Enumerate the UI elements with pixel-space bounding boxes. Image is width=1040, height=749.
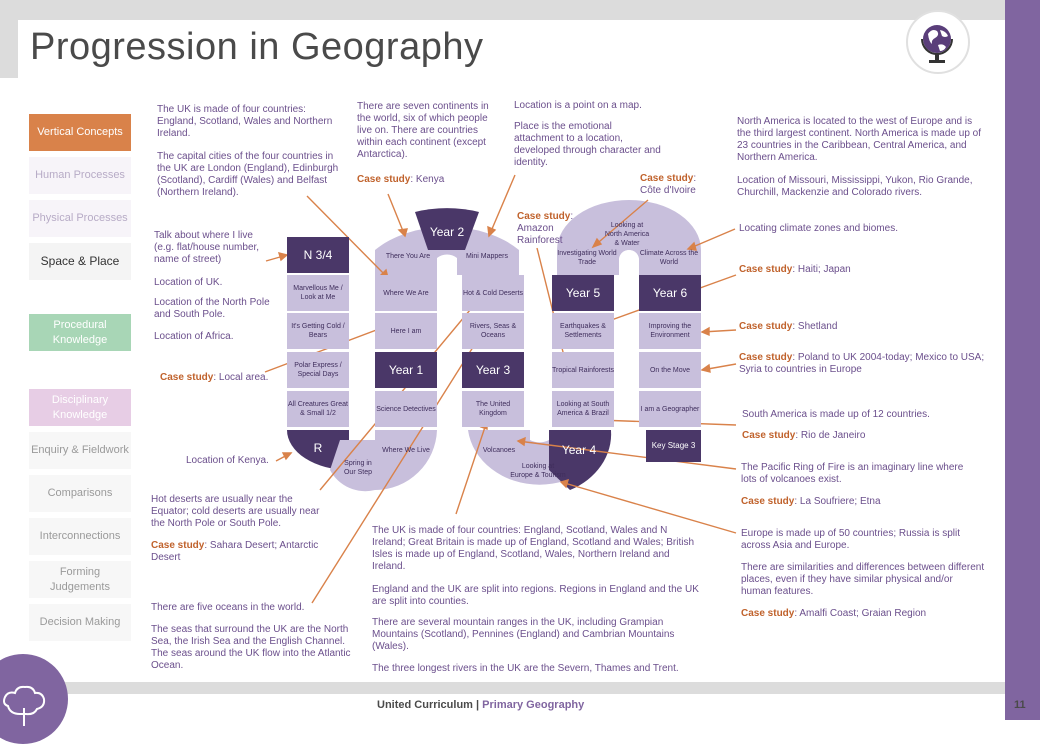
tile-spring-in-our-step: Spring in Our Step xyxy=(343,460,372,476)
sidebar-item-enquiry-fieldwork[interactable]: Enquiry & Fieldwork xyxy=(29,432,131,469)
sidebar-item-disciplinary-knowledge[interactable]: Disciplinary Knowledge xyxy=(29,389,131,426)
note-continents-case xyxy=(357,174,497,186)
tile-north-america: Looking at North America & Water xyxy=(604,221,650,247)
tile-on-the-move: On the Move xyxy=(639,352,701,388)
case-study-label: Case study xyxy=(160,372,214,383)
case-study-label: Case study xyxy=(742,430,796,441)
case-study-text: : Rio de Janeiro xyxy=(795,430,866,441)
note-north-america: North America is located to the west of Europe and is the third largest continent. North America is made up of 23 countries in the Caribbean, Central America, and Northern America. xyxy=(737,116,982,163)
bottom-bar xyxy=(0,682,1005,694)
tile-reception: R xyxy=(313,440,323,455)
sidebar-item-forming-judgements[interactable]: Forming Judgements xyxy=(29,561,131,598)
note-rio-case xyxy=(742,430,992,442)
note-south-america: South America is made up of 12 countries. xyxy=(742,409,930,420)
tile-here-i-am: Here I am xyxy=(375,313,437,349)
case-study-text: : Shetland xyxy=(792,321,838,332)
tile-united-kingdom: The United Kingdom xyxy=(462,391,524,427)
note-cote-case xyxy=(640,173,710,197)
case-study-label: Case study xyxy=(741,496,795,507)
tile-europe-tourism: Looking at Europe & Tourism xyxy=(510,463,566,479)
case-study-text: : Amalfi Coast; Graian Region xyxy=(794,608,927,619)
note-place-emotional: Place is the emotional attachment to a location, developed through character and identity. xyxy=(514,121,661,168)
tile-all-creatures: All Creatures Great & Small 1/2 xyxy=(287,391,349,427)
note-amalfi-case xyxy=(741,608,986,620)
case-study-text: : Côte d'Ivoire xyxy=(640,173,697,196)
tile-getting-cold: It's Getting Cold / Bears xyxy=(287,313,349,349)
note-north-pole: Location of the North Pole and South Pole. xyxy=(154,297,270,320)
footer-brand: United Curriculum xyxy=(377,699,473,711)
note-oceans: There are five oceans in the world. xyxy=(151,602,305,613)
tree-logo-icon xyxy=(0,654,68,744)
note-missouri: Location of Missouri, Mississippi, Yukon, Rio Grande, Churchill, Mackenzie and Colorado rivers. xyxy=(737,175,973,198)
note-mountains: There are several mountain ranges in the UK, including Grampian Mountains (Scotland), Pennines (England) and Cambrian Mountains (Wales). xyxy=(372,617,675,652)
case-study-label: Case study xyxy=(151,540,205,551)
note-deserts: Hot deserts are usually near the Equator; cold deserts are usually near the North Pole or South Pole. xyxy=(151,494,320,529)
tile-year2: Year 2 xyxy=(429,224,465,239)
note-uk-countries: The UK is made of four countries: England, Scotland, Wales and Northern Ireland. xyxy=(157,104,333,139)
sidebar-item-vertical-concepts[interactable]: Vertical Concepts xyxy=(29,114,131,151)
tile-year3: Year 3 xyxy=(462,352,524,388)
case-study-label: Case study xyxy=(517,211,571,222)
tile-improving-environment: Improving the Environment xyxy=(639,313,701,349)
case-study-text: : Kenya xyxy=(410,174,445,185)
page-title: Progression in Geography xyxy=(30,26,484,68)
footer-label xyxy=(377,699,584,711)
case-study-text: : Local area. xyxy=(213,372,269,383)
tile-world-trade: Investigating World Trade xyxy=(557,250,617,266)
tile-marvellous-me: Marvellous Me / Look at Me xyxy=(287,275,349,311)
note-haiti-case xyxy=(739,264,989,276)
tile-key-stage-3: Key Stage 3 xyxy=(646,430,701,462)
case-study-label: Case study xyxy=(739,352,793,363)
tile-mini-mappers: Mini Mappers xyxy=(465,252,508,260)
case-study-label: Case study xyxy=(741,608,795,619)
case-study-label: Case study xyxy=(357,174,411,185)
note-rivers: The three longest rivers in the UK are the Severn, Thames and Trent. xyxy=(372,663,679,674)
tile-year1: Year 1 xyxy=(375,352,437,388)
note-location-point: Location is a point on a map. xyxy=(514,100,642,111)
note-sahara-case xyxy=(151,540,321,564)
tile-n34: N 3/4 xyxy=(287,237,349,273)
tile-where-we-live: Where We Live xyxy=(382,446,430,454)
tile-geographer: I am a Geographer xyxy=(639,391,701,427)
note-africa: Location of Africa. xyxy=(154,331,234,342)
note-local-case xyxy=(160,372,280,384)
case-study-label: Case study xyxy=(640,173,694,184)
note-similarities: There are similarities and differences between different places, even if they have similar physical and/or human features. xyxy=(741,562,985,597)
note-talk-about: Talk about where I live (e.g. flat/house number, name of street) xyxy=(154,230,260,265)
tile-climate: Climate Across the World xyxy=(639,250,699,266)
tile-where-we-are: Where We Are xyxy=(375,275,437,311)
note-climate-zones: Locating climate zones and biomes. xyxy=(739,223,898,234)
case-study-text: : Amazon Rainforest xyxy=(517,211,574,246)
note-shetland-case xyxy=(739,321,989,333)
note-uk-capitals: The capital cities of the four countries in the UK are London (England), Edinburgh (Scotland), Cardiff (Wales) and Belfast (Northern Ireland). xyxy=(157,151,339,198)
tile-year4: Year 4 xyxy=(561,442,597,457)
tile-polar-express: Polar Express / Special Days xyxy=(287,352,349,388)
sidebar-item-decision-making[interactable]: Decision Making xyxy=(29,604,131,641)
note-ring-of-fire: The Pacific Ring of Fire is an imaginary line where lots of volcanoes exist. xyxy=(741,462,964,485)
case-study-label: Case study xyxy=(739,264,793,275)
note-uk-gb: The UK is made of four countries: England, Scotland, Wales and N Ireland; Great Britain is made up of England, Scotland and Wales; British Isles is made up of England, Scotland, Wales, Northern Ireland and Ireland. xyxy=(372,525,695,572)
tile-year6: Year 6 xyxy=(639,275,701,311)
tile-tropical-rainforests: Tropical Rainforests xyxy=(552,352,614,388)
note-europe: Europe is made up of 50 countries; Russia is split across Asia and Europe. xyxy=(741,528,960,551)
tile-volcanoes: Volcanoes xyxy=(482,446,516,454)
footer-separator: | xyxy=(476,699,480,711)
tile-south-america: Looking at South America & Brazil xyxy=(552,391,614,427)
note-location-uk: Location of UK. xyxy=(154,277,223,288)
note-amazon-case xyxy=(517,211,577,247)
case-study-text: : Poland to UK 2004-today; Mexico to USA; Syria to countries in Europe xyxy=(739,352,985,375)
tile-there-you-are: There You Are xyxy=(385,252,431,260)
note-seas: The seas that surround the UK are the North Sea, the Irish Sea and the English Channel. The seas around the UK flow into the Atlantic Ocean. xyxy=(151,624,351,671)
case-study-text: : Sahara Desert; Antarctic Desert xyxy=(151,540,319,563)
note-continents: There are seven continents in the world, six of which people live on. There are countries within each continent (except Antarctica). xyxy=(357,101,489,160)
tile-earthquakes: Earthquakes & Settlements xyxy=(552,313,614,349)
case-study-text: : La Soufriere; Etna xyxy=(794,496,881,507)
sidebar-item-interconnections[interactable]: Interconnections xyxy=(29,518,131,555)
page-number: 11 xyxy=(1014,699,1026,711)
note-regions: England and the UK are split into regions. Regions in England and the UK are split into counties. xyxy=(372,584,699,607)
case-study-label: Case study xyxy=(739,321,793,332)
sidebar-item-human-processes[interactable]: Human Processes xyxy=(29,157,131,194)
tile-year5: Year 5 xyxy=(552,275,614,311)
note-poland-case xyxy=(739,352,989,376)
note-soufriere-case xyxy=(741,496,966,508)
tile-hot-cold-deserts: Hot & Cold Deserts xyxy=(462,275,524,311)
sidebar-item-comparisons[interactable]: Comparisons xyxy=(29,475,131,512)
case-study-text: : Haiti; Japan xyxy=(792,264,851,275)
sidebar-item-procedural-knowledge[interactable]: Procedural Knowledge xyxy=(29,314,131,351)
tile-science-detectives: Science Detectives xyxy=(375,391,437,427)
sidebar-item-space-place[interactable]: Space & Place xyxy=(29,243,131,280)
tile-rivers-seas-oceans: Rivers, Seas & Oceans xyxy=(462,313,524,349)
sidebar-item-physical-processes[interactable]: Physical Processes xyxy=(29,200,131,237)
note-kenya: Location of Kenya. xyxy=(186,455,269,466)
footer-subject: Primary Geography xyxy=(482,699,585,711)
